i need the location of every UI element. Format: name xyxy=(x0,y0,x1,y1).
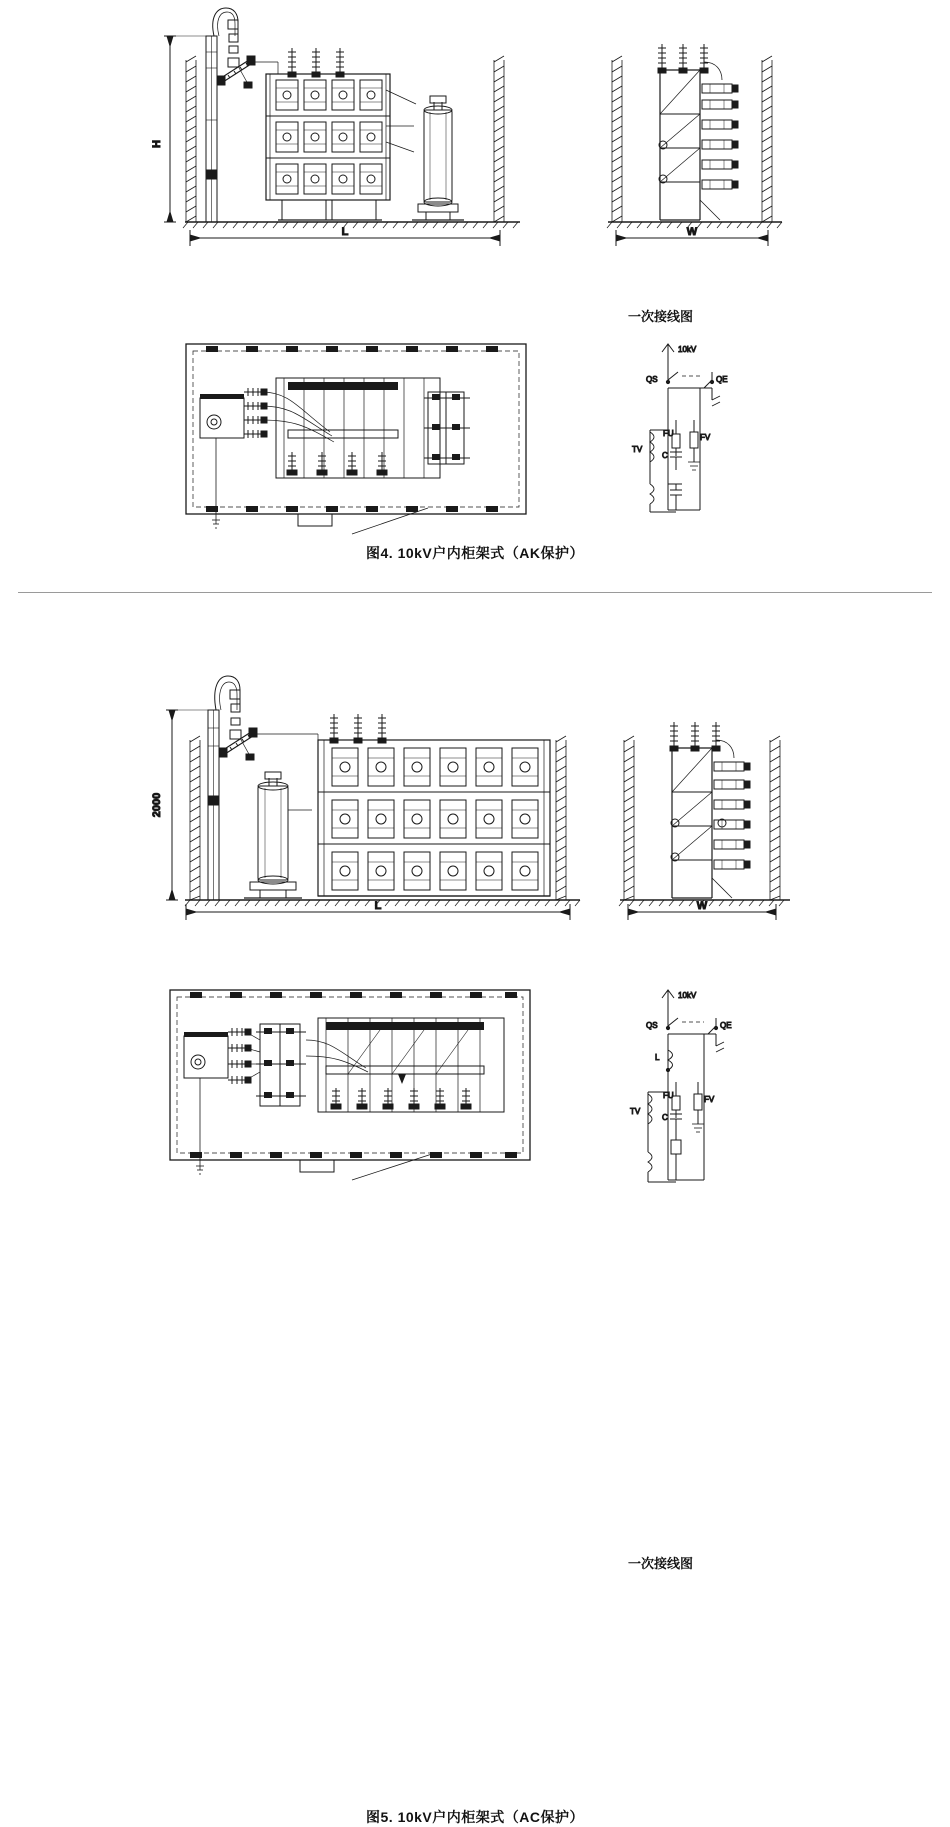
schem-label-tv-f4: TV xyxy=(632,445,643,454)
schem-fv-f4 xyxy=(688,420,711,470)
dim-H-f4 xyxy=(164,36,206,222)
plan-left-unit-f4 xyxy=(200,388,267,438)
schem-label-l-f5: L xyxy=(655,1053,660,1062)
schem-label-fv-f4: FV xyxy=(700,433,711,442)
dim-label-L-f4: L xyxy=(341,226,349,238)
schem-fv-f5 xyxy=(692,1082,715,1132)
wall-left-side-f5 xyxy=(624,736,634,900)
wall-left-side-f4 xyxy=(612,56,622,222)
front-elevation-f5 xyxy=(151,676,580,920)
schem-label-qs-f4: QS xyxy=(646,375,658,384)
schem-c-f4 xyxy=(662,448,682,470)
leader-lines-f4 xyxy=(252,62,416,152)
dim-label-W-f4: W xyxy=(686,226,698,238)
figure-5-block xyxy=(0,600,950,1825)
schem-label-fv-f5: FV xyxy=(704,1095,715,1104)
side-capacitors-f4 xyxy=(702,84,738,189)
figure-4-drawing xyxy=(0,0,950,590)
schematic-title-f5: 一次接线图 xyxy=(628,1556,694,1571)
schem-label-10kv-f4: 10kV xyxy=(678,345,697,354)
wall-right-f4 xyxy=(494,56,504,222)
schematic-f5 xyxy=(630,990,732,1182)
schem-label-c-f4: C xyxy=(662,451,668,460)
reactor-f5 xyxy=(244,772,312,898)
support-pole-f4 xyxy=(206,8,255,222)
capacitor-rack-f4 xyxy=(266,74,390,220)
schematic-f4 xyxy=(632,344,728,512)
figure-5-drawing xyxy=(0,600,950,1250)
schematic-title-f4: 一次接线图 xyxy=(628,309,694,324)
schem-label-fu-f5: FU xyxy=(663,1091,674,1100)
dim-2000-f5 xyxy=(166,710,208,900)
schem-label-qe-f4: QE xyxy=(716,375,728,384)
plan-rack-f5 xyxy=(306,1018,504,1112)
front-elevation-f4 xyxy=(151,8,520,246)
schem-label-fu-f4: FU xyxy=(663,429,674,438)
schem-label-qs-f5: QS xyxy=(646,1021,658,1030)
figure-4-caption: 图4. 10kV户内柜架式（AK保护） xyxy=(366,545,584,561)
bushings-f4 xyxy=(288,48,344,77)
schem-label-10kv-f5: 10kV xyxy=(678,991,697,1000)
plan-rack-f4 xyxy=(262,378,440,478)
support-pole-f5 xyxy=(208,676,257,900)
schem-c-f5 xyxy=(662,1113,682,1180)
schem-label-c-f5: C xyxy=(662,1113,668,1122)
plan-reactor-f5 xyxy=(246,1024,306,1106)
bushings-f5 xyxy=(330,714,386,743)
schem-tv-f5 xyxy=(630,1092,668,1152)
section-divider xyxy=(18,592,932,593)
wall-left-f5 xyxy=(190,736,200,900)
plan-left-unit-f5 xyxy=(184,1028,251,1084)
plan-view-f4 xyxy=(186,344,526,534)
side-elevation-f5 xyxy=(619,722,790,920)
schem-label-qe-f5: QE xyxy=(720,1021,732,1030)
reactor-f4 xyxy=(412,96,464,220)
plan-reactor-f4 xyxy=(424,392,470,464)
plan-view-f5 xyxy=(170,990,530,1180)
schem-reactor-f5 xyxy=(655,1050,673,1072)
wall-right-side-f4 xyxy=(762,56,772,222)
dim-label-H-f4: H xyxy=(151,140,163,148)
wall-right-f5 xyxy=(556,736,566,900)
figure-5-caption: 图5. 10kV户内柜架式（AC保护） xyxy=(366,1809,584,1825)
schem-label-tv-f5: TV xyxy=(630,1107,641,1116)
dim-label-W-f5: W xyxy=(696,900,708,912)
dim-label-L-f5: L xyxy=(374,900,382,912)
dim-label-2000-f5: 2000 xyxy=(151,792,163,818)
capacitor-rack-f5 xyxy=(318,740,550,896)
wall-right-side-f5 xyxy=(770,736,780,900)
side-capacitors-f5 xyxy=(714,762,750,869)
figure-4-block xyxy=(0,0,950,590)
wall-left-f4 xyxy=(186,56,196,222)
side-elevation-f4 xyxy=(607,44,782,246)
